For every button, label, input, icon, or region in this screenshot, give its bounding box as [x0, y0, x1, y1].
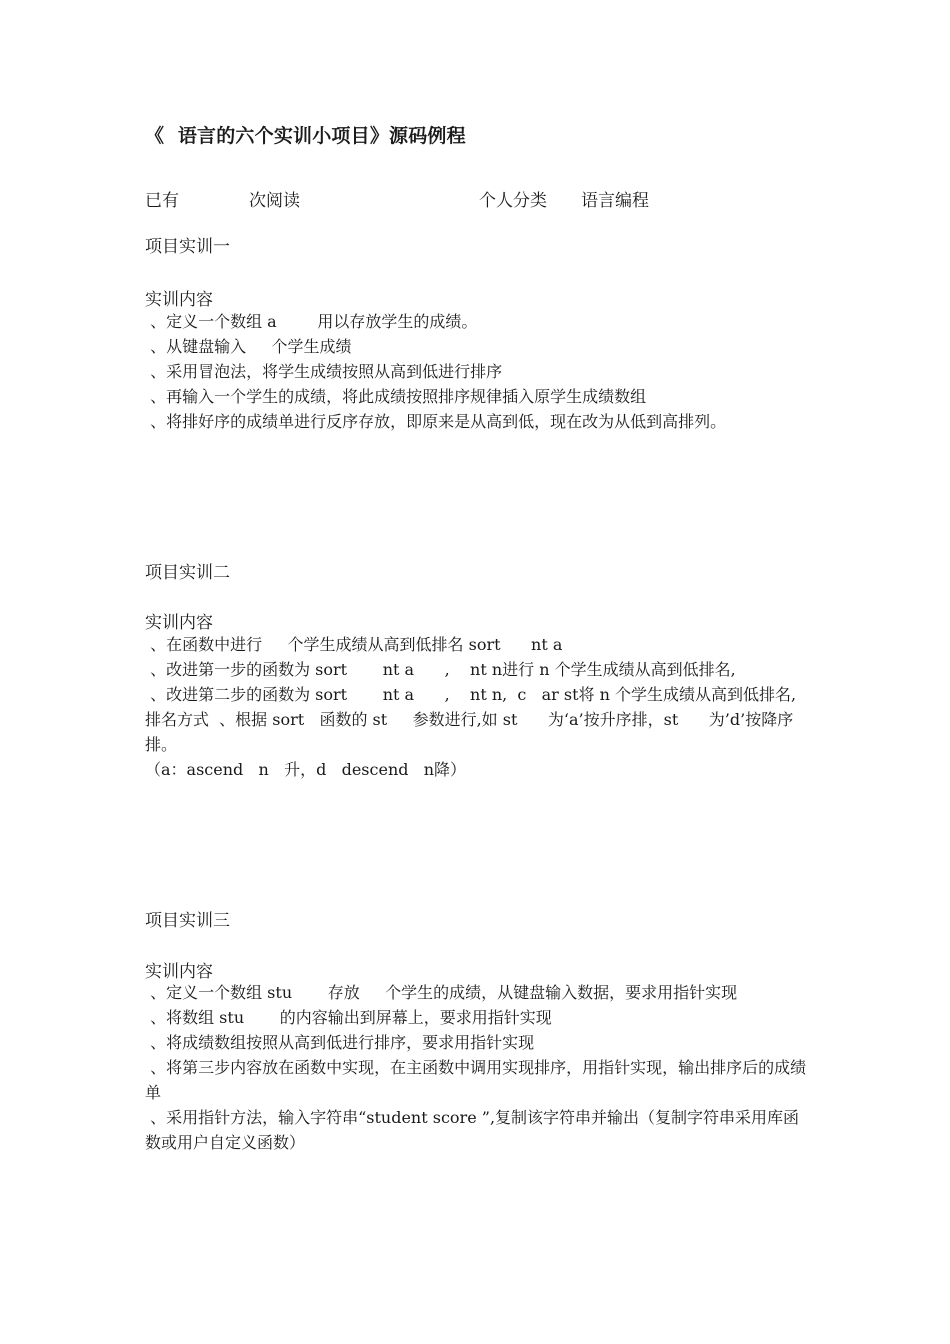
list-item: 、改进第二步的函数为 sort nt a , nt n, c ar st将 n 个学生成绩从高到低排名,排名方式 、根据 sort 函数的 st 参数进行,如 st 为‘a’按升序排，st 为’d’按降序排。 — [145, 685, 797, 754]
section-heading-1: 项目实训一 — [145, 237, 230, 257]
list-item: 、采用冒泡法，将学生成绩按照从高到低进行排序 — [145, 362, 503, 381]
list-item: （a：ascend n 升，d descend n降） — [145, 760, 467, 779]
category-label: 个人分类 — [479, 191, 547, 211]
list-item: 、将第三步内容放在函数中实现，在主函数中调用实现排序，用指针实现，输出排序后的成绩单 — [145, 1058, 807, 1102]
list-item: 、改进第一步的函数为 sort nt a , nt n进行 n 个学生成绩从高到低排名, — [145, 660, 736, 679]
list-item: 、在函数中进行 个学生成绩从高到低排名 sort nt a — [145, 635, 563, 654]
section-heading-2: 项目实训二 — [145, 563, 230, 583]
category-value[interactable]: 语言编程 — [581, 191, 649, 211]
list-item: 、将数组 stu 的内容输出到屏幕上，要求用指针实现 — [145, 1008, 552, 1027]
list-item: 、再输入一个学生的成绩，将此成绩按照排序规律插入原学生成绩数组 — [145, 387, 647, 406]
list-item: 、从键盘输入 个学生成绩 — [145, 337, 352, 356]
content-label-1: 实训内容 — [145, 290, 213, 310]
list-item: 、将排好序的成绩单进行反序存放，即原来是从高到低，现在改为从低到高排列。 — [145, 412, 727, 431]
section-1-items — [145, 309, 810, 434]
section-2-items — [145, 632, 810, 782]
document-title: 《 语言的六个实训小项目》源码例程 — [145, 125, 466, 147]
content-label-3: 实训内容 — [145, 962, 213, 982]
list-item: 、定义一个数组 a 用以存放学生的成绩。 — [145, 312, 478, 331]
list-item: 、定义一个数组 stu 存放 个学生的成绩，从键盘输入数据，要求用指针实现 — [145, 983, 738, 1002]
section-3-items — [145, 980, 810, 1155]
read-count-suffix: 次阅读 — [249, 191, 300, 211]
content-label-2: 实训内容 — [145, 613, 213, 633]
section-heading-3: 项目实训三 — [145, 911, 230, 931]
list-item: 、采用指针方法，输入字符串“student score ”,复制该字符串并输出（复制字符串采用库函数或用户自定义函数） — [145, 1108, 800, 1152]
list-item: 、将成绩数组按照从高到低进行排序，要求用指针实现 — [145, 1033, 535, 1052]
read-count-prefix: 已有 — [145, 191, 179, 211]
